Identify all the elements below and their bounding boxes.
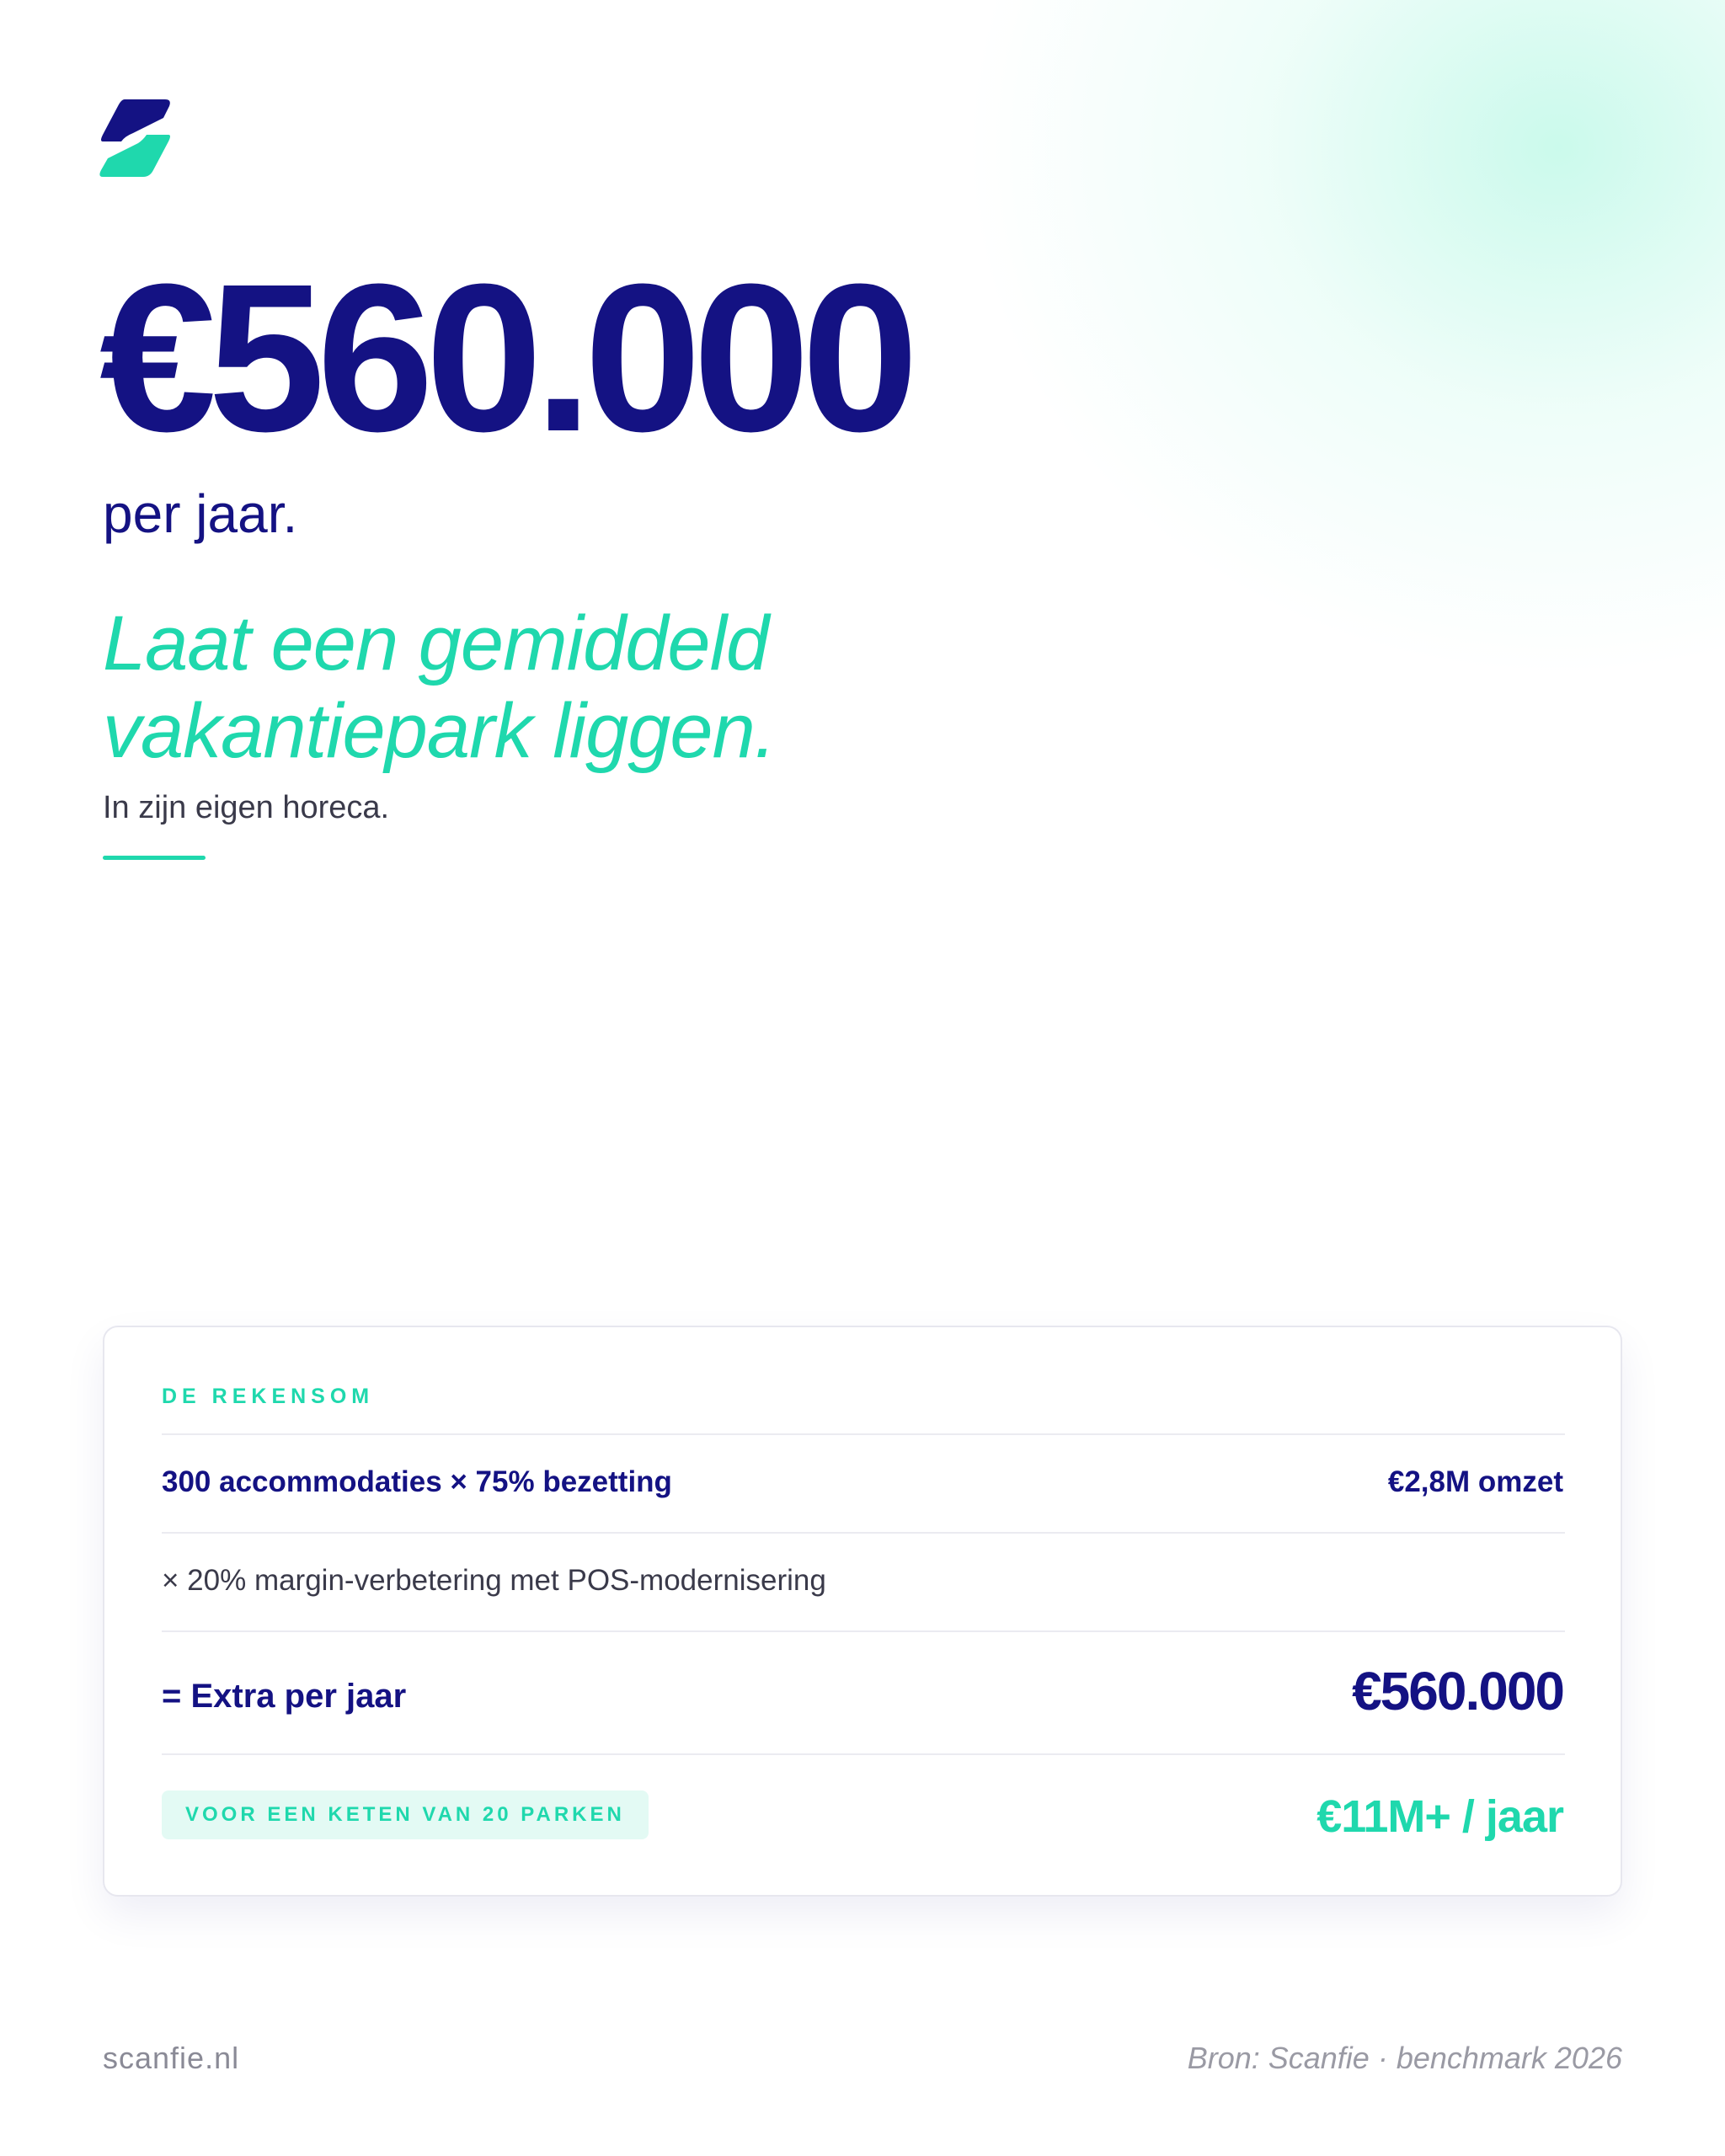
background-glow (969, 0, 1725, 674)
row-extra-label: = Extra per jaar (162, 1678, 407, 1715)
row-accommodations-label: 300 accommodaties × 75% bezetting (162, 1465, 672, 1498)
divider (162, 1433, 1565, 1435)
row-extra-value: €560.000 (1352, 1661, 1563, 1721)
row-accommodations-value: €2,8M omzet (1387, 1465, 1563, 1498)
hero-amount: €560.000 (99, 240, 911, 475)
scanfie-logo-icon (99, 99, 172, 177)
divider (162, 1532, 1565, 1534)
calculation-label: DE REKENSOM (162, 1385, 375, 1408)
hero-tagline (103, 600, 1029, 775)
tagline-line-1: Laat een gemiddeld (103, 600, 769, 686)
row-margin-label: × 20% margin-verbetering met POS-modernisering (162, 1564, 826, 1597)
chain-value: €11M+ / jaar (1316, 1791, 1563, 1842)
calculation-card (103, 1326, 1622, 1897)
chain-badge: VOOR EEN KETEN VAN 20 PARKEN (162, 1790, 649, 1839)
footer-source: Bron: Scanfie · benchmark 2026 (1187, 2041, 1622, 2075)
accent-divider (103, 856, 206, 860)
hero-period: per jaar. (103, 483, 298, 544)
tagline-line-2: vakantiepark liggen. (103, 688, 776, 774)
hero-subtitle: In zijn eigen horeca. (103, 790, 390, 825)
divider (162, 1630, 1565, 1632)
divider (162, 1753, 1565, 1755)
footer-website: scanfie.nl (103, 2041, 240, 2075)
